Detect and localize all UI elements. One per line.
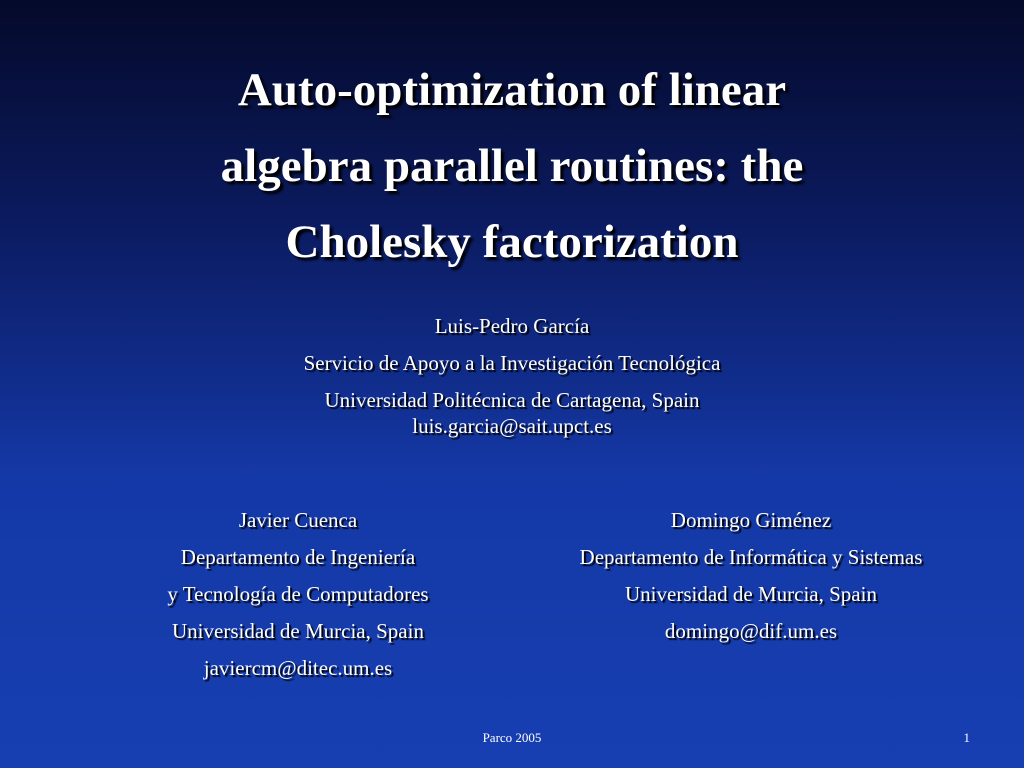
main-author-department: Servicio de Apoyo a la Investigación Tecnológica	[303, 351, 721, 375]
main-author-block	[100, 313, 924, 439]
footer-conference: Parco 2005	[482, 730, 542, 745]
title-line-2: algebra parallel routines: the	[220, 140, 804, 192]
slide-title	[60, 52, 964, 280]
coauthor-right-email: domingo@dif.um.es	[664, 619, 838, 643]
main-author-email: luis.garcia@sait.upct.es	[412, 414, 612, 438]
coauthor-right-block	[505, 507, 997, 655]
main-author-university: Universidad Politécnica de Cartagena, Spain	[324, 388, 700, 412]
coauthor-left-block	[100, 507, 496, 692]
coauthor-left-name: Javier Cuenca	[238, 508, 358, 532]
coauthor-right-department: Departamento de Informática y Sistemas	[579, 545, 923, 569]
title-line-3: Cholesky factorization	[285, 216, 739, 268]
coauthor-right-name: Domingo Giménez	[670, 508, 832, 532]
coauthor-left-department-line1: Departamento de Ingeniería	[180, 545, 416, 569]
coauthor-left-department-line2: y Tecnología de Computadores	[167, 582, 429, 606]
main-author-name: Luis-Pedro García	[434, 314, 590, 338]
coauthor-right-university: Universidad de Murcia, Spain	[625, 582, 877, 606]
coauthor-left-university: Universidad de Murcia, Spain	[172, 619, 424, 643]
title-line-1: Auto-optimization of linear	[237, 64, 787, 116]
footer-page-number: 1	[963, 730, 970, 745]
coauthor-left-email: javiercm@ditec.um.es	[203, 656, 393, 680]
